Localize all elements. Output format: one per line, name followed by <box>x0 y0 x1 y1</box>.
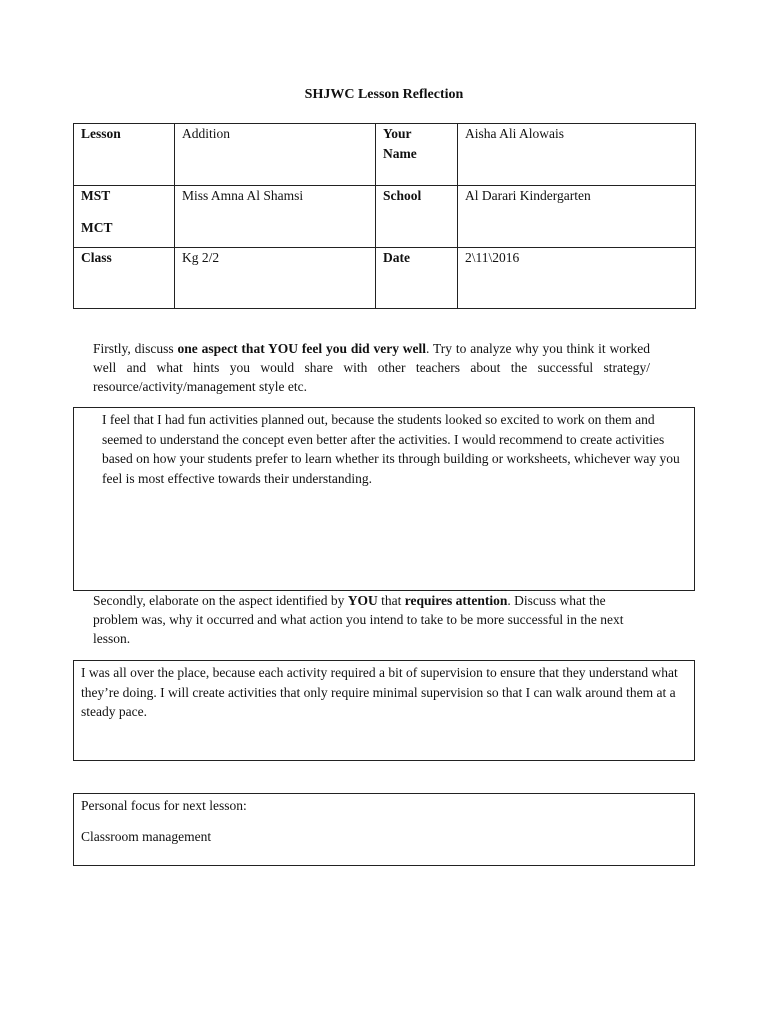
school-label-cell <box>376 186 458 248</box>
school-value-cell <box>458 186 696 248</box>
lesson-label: Lesson <box>81 126 121 141</box>
personal-focus-box[interactable] <box>73 793 695 866</box>
your-name-value-cell <box>458 124 696 186</box>
mst-label: MST <box>81 188 111 203</box>
prompt-strengths-post: . Try to analyze why you think it worked well and what hints you would share with other teachers about the successful strategy/ resource/activity/management style etc. <box>93 341 650 394</box>
school-label: School <box>383 188 422 203</box>
page-title: SHJWC Lesson Reflection <box>304 87 464 102</box>
mst-label-cell <box>74 186 175 248</box>
prompt-strengths <box>93 339 650 396</box>
your-name-label-cell <box>376 124 458 186</box>
personal-focus-label: Personal focus for next lesson: <box>81 798 247 813</box>
table-row <box>74 124 696 186</box>
answer-attention-box[interactable] <box>73 660 695 761</box>
class-value-cell <box>175 248 376 309</box>
prompt-attention-pre: Secondly, elaborate on the aspect identified by <box>93 593 348 608</box>
prompt-strengths-pre: Firstly, discuss <box>93 341 178 356</box>
table-row <box>74 186 696 248</box>
answer-strengths-text: I feel that I had fun activities planned out, because the students looked so excited to work on them and seemed to understand the concept even better after the activities. I would recommend to create activities based on how your students prefer to learn whether its through building or worksheets, whichever way you feel is most effective towards their understanding. <box>102 412 680 486</box>
prompt-attention-post: . Discuss what the problem was, why it occurred and what action you intend to take to be more successful in the next lesson. <box>93 593 624 646</box>
table-row <box>74 248 696 309</box>
lesson-value: Addition <box>182 126 231 141</box>
answer-attention-text: I was all over the place, because each activity required a bit of supervision to ensure that they understand what they’re doing. I will create activities that only require minimal supervision so that I can walk around them at a steady pace. <box>81 665 678 720</box>
prompt-strengths-bold: one aspect that YOU feel you did very well <box>177 341 427 356</box>
class-label: Class <box>81 250 112 265</box>
personal-focus-value: Classroom management <box>81 828 212 844</box>
your-name-label-line1: Your <box>383 126 412 141</box>
lesson-label-cell <box>74 124 175 186</box>
prompt-attention-bold-you: YOU <box>347 593 378 608</box>
school-value: Al Darari Kindergarten <box>465 188 591 203</box>
mst-value-cell <box>175 186 376 248</box>
prompt-attention <box>93 591 633 648</box>
lesson-value-cell <box>175 124 376 186</box>
prompt-attention-mid: that <box>377 593 405 608</box>
lesson-info-table <box>73 123 696 309</box>
mst-value: Miss Amna Al Shamsi <box>182 188 304 203</box>
class-value: Kg 2/2 <box>182 250 220 265</box>
your-name-label-line2: Name <box>383 146 417 161</box>
date-value: 2\11\2016 <box>465 250 520 265</box>
date-label: Date <box>383 250 410 265</box>
mct-label: MCT <box>81 220 113 235</box>
class-label-cell <box>74 248 175 309</box>
answer-strengths-box[interactable] <box>73 407 695 591</box>
your-name-value: Aisha Ali Alowais <box>465 126 565 141</box>
prompt-attention-bold-requires: requires attention <box>404 593 508 608</box>
date-value-cell <box>458 248 696 309</box>
date-label-cell <box>376 248 458 309</box>
